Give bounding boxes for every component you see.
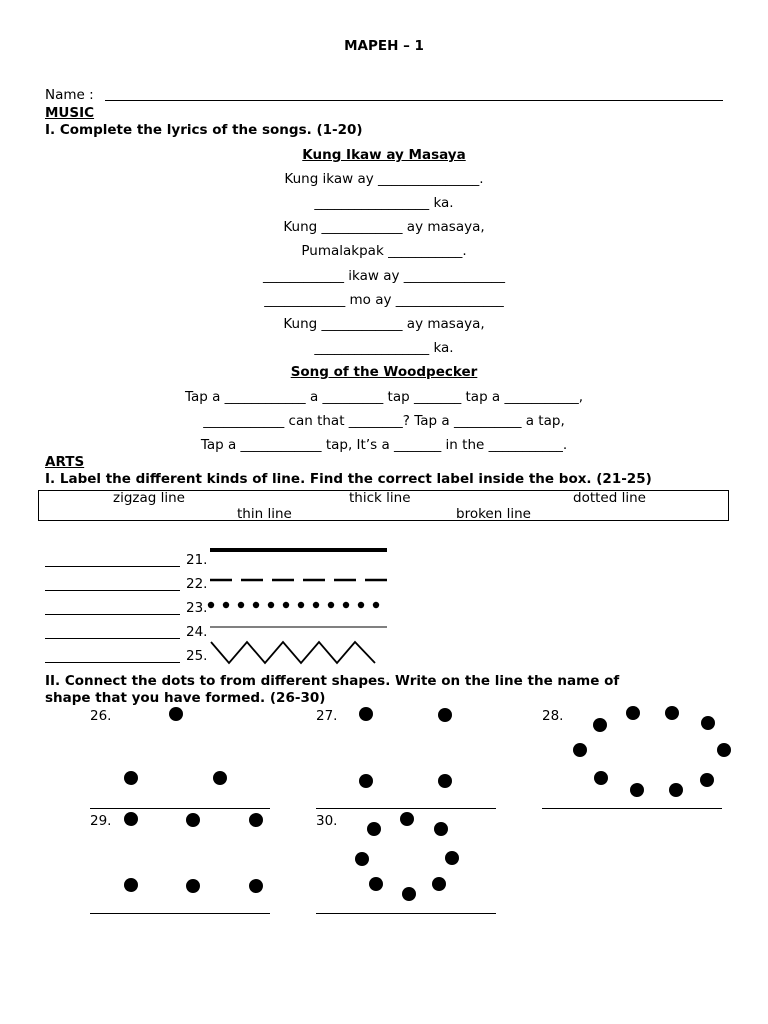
- music-instruction: I. Complete the lyrics of the songs. (1-20): [45, 122, 363, 138]
- song1-line: Kung ikaw ay _______________.: [284, 171, 484, 187]
- song1-line: Kung ____________ ay masaya,: [283, 316, 485, 332]
- song1-line: ____________ mo ay ________________: [264, 292, 504, 308]
- arts-instruction-2b: shape that you have formed. (26-30): [45, 690, 326, 706]
- item-number: 23.: [186, 600, 208, 616]
- song1-line: _________________ ka.: [314, 340, 454, 356]
- arts-heading: ARTS: [45, 454, 85, 470]
- item-number: 25.: [186, 648, 208, 664]
- choice-thick: thick line: [349, 490, 411, 506]
- item-number: 22.: [186, 576, 208, 592]
- item-number: 21.: [186, 552, 208, 568]
- shape-number-28: 28.: [542, 708, 564, 724]
- song1-line: ____________ ikaw ay _______________: [262, 268, 506, 284]
- item-number: 24.: [186, 624, 208, 640]
- song2-title: Song of the Woodpecker: [290, 364, 478, 380]
- shape-number-30: 30.: [316, 813, 338, 829]
- dots-29-rectangle: [124, 812, 263, 893]
- shape-number-27: 27.: [316, 708, 338, 724]
- choice-zigzag: zigzag line: [113, 490, 185, 506]
- song1-title: Kung Ikaw ay Masaya: [302, 147, 466, 163]
- shape-number-29: 29.: [90, 813, 112, 829]
- choice-dotted: dotted line: [573, 490, 646, 506]
- song2-line: Tap a ____________ tap, It’s a _______ in the ___________.: [200, 437, 568, 453]
- song2-line: Tap a ____________ a _________ tap _______ tap a ___________,: [184, 389, 584, 405]
- page-title: MAPEH – 1: [344, 38, 424, 54]
- choice-broken: broken line: [456, 506, 531, 522]
- arts-instruction-2: II. Connect the dots to from different shapes. Write on the line the name of: [45, 673, 620, 689]
- name-label: Name :: [45, 87, 94, 103]
- choice-thin: thin line: [237, 506, 292, 522]
- arts-instruction-1: I. Label the different kinds of line. Find the correct label inside the box. (21-25): [45, 471, 652, 487]
- song1-line: Kung ____________ ay masaya,: [283, 219, 485, 235]
- dots-28-oval: [573, 706, 731, 797]
- dots-26-triangle: [124, 707, 227, 785]
- music-heading: MUSIC: [45, 105, 95, 121]
- song2-line: ____________ can that ________? Tap a __________ a tap,: [203, 413, 565, 429]
- shape-number-26: 26.: [90, 708, 112, 724]
- song1-line: Pumalakpak ___________.: [301, 243, 467, 259]
- dots-30-circle: [355, 812, 459, 901]
- dots-27-square: [359, 707, 452, 788]
- song1-line: _________________ ka.: [314, 195, 454, 211]
